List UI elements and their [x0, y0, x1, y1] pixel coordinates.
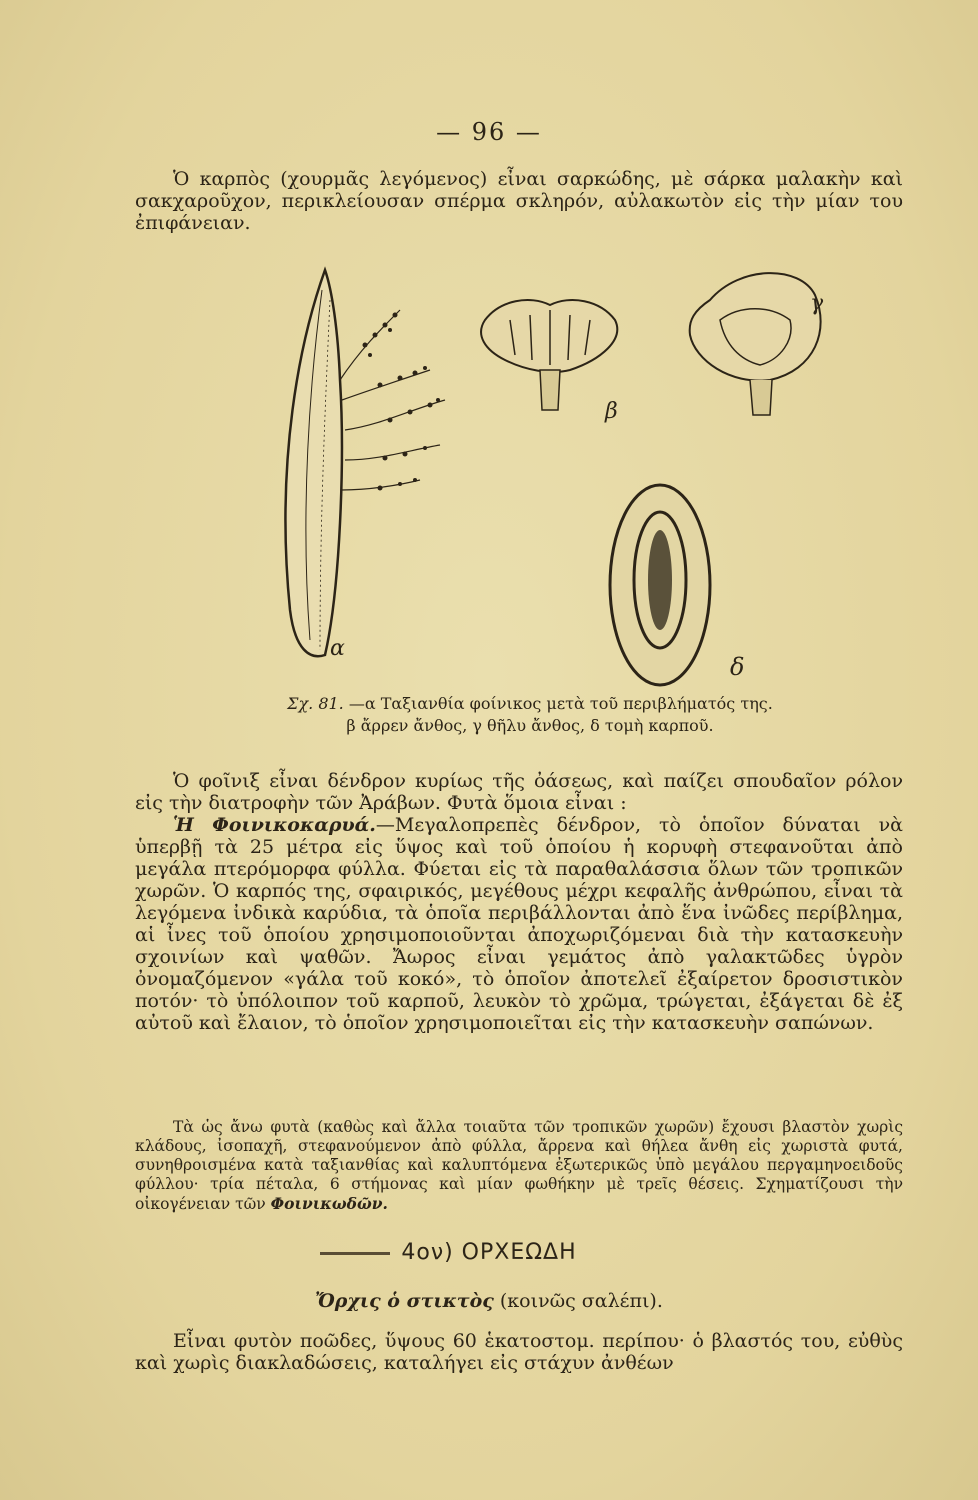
species-term: Ὄρχις ὁ στικτὸς — [315, 1290, 494, 1312]
palm-illustration — [270, 260, 870, 690]
family-text: Τὰ ὡς ἄνω φυτὰ (καθὼς καὶ ἄλλα τοιαῦτα τῶν τροπικῶν χωρῶν) ἔχουσι βλαστὸν χωρὶς κλάδους, ἰσοπαχῆ, στεφανούμενον ἀπὸ φύλλα, ἄρρενα καὶ θήλεα ἄνθη εἰς χωριστὰ φυτά, συνηθροισμένα κατὰ ταξιανθίας καὶ καλυπτόμενα ἐξωτερικῶς ὑπὸ μεγάλου περγαμηνοειδοῦς φύλλου· τρία πέταλα, 6 στήμονας καὶ μίαν φωθήκην μὲ τρεῖς θέσεις. Σχηματίζουσι τὴν οἰκογένειαν τῶν — [135, 1118, 903, 1213]
female-flower-drawing — [690, 273, 824, 415]
label-b: β — [605, 399, 618, 424]
orchis-paragraph — [135, 1330, 903, 1374]
species-common-name: (κοινῶς σαλέπι). — [499, 1290, 663, 1312]
male-flower-drawing — [481, 300, 618, 424]
palm-text: Ὁ φοῖνιξ εἶναι δένδρον κυρίως τῆς ὀάσεως, καὶ παίζει σπουδαῖον ρόλον εἰς τὴν διατροφὴν τῶν Ἀράβων. Φυτὰ ὅμοια εἶναι : — [135, 770, 903, 814]
family-term: Φοινικωδῶν. — [270, 1194, 388, 1213]
coconut-paragraph — [135, 814, 903, 1034]
caption-line-2: β ἄρρεν ἄνθος, γ θῆλυ ἄνθος, δ τομὴ καρποῦ. — [346, 716, 714, 735]
intro-text: Ὁ καρπὸς (χουρμᾶς λεγόμενος) εἶναι σαρκώδης, μὲ σάρκα μαλακὴν καὶ σακχαροῦχον, περικλείουσαν σπέρμα σκληρόν, αὐλακωτὸν εἰς τὴν μίαν του ἐπιφάνειαν. — [135, 168, 903, 234]
inflorescence-drawing — [285, 270, 445, 661]
section-heading: 4ον) ΟΡΧΕΩΔΗ — [401, 1240, 577, 1265]
figure-caption — [220, 693, 840, 737]
species-heading — [0, 1290, 978, 1312]
family-paragraph — [135, 1118, 903, 1214]
coconut-text: —Μεγαλοπρεπὲς δένδρον, τὸ ὁποῖον δύναται νὰ ὑπερβῇ τὰ 25 μέτρα εἰς ὕψος καὶ τοῦ ὁποίου ἡ κορυφὴ στεφανοῦται ἀπὸ μεγάλα πτερόμορφα φύλλα. Φύεται εἰς τὰ παραθαλάσσια ὅλων τῶν τροπικῶν χωρῶν. Ὁ καρπός της, σφαιρικός, μεγέθους μέχρι κεφαλῆς ἀνθρώπου, εἶναι τὰ λεγόμενα ἰνδικὰ καρύδια, τὰ ὁποῖα περιβάλλονται ἀπὸ ἕνα ἰνῶδες περίβλημα, αἱ ἶνες τοῦ ὁποίου χρησιμοποιοῦνται ἀποχωριζόμεναι διὰ τὴν κατασκευὴν σχοινίων καὶ ψαθῶν. Ἄωρος εἶναι γεμάτος ἀπὸ γαλακτῶδες ὑγρὸν ὀνομαζόμενον «γάλα τοῦ κοκό», τὸ ὁποῖον ἀποτελεῖ ἐξαίρετον δροσιστικὸν ποτόν· τὸ ὑπόλοιπον τοῦ καρποῦ, λευκὸν τὸ χρῶμα, τρώγεται, ἐξάγεται δὲ ἐξ αὐτοῦ καὶ ἔλαιον, τὸ ὁποῖον χρησιμοποιεῖται εἰς τὴν κατασκευὴν σαπώνων. — [135, 814, 903, 1034]
intro-paragraph — [135, 168, 903, 234]
fruit-section-drawing — [610, 485, 744, 685]
label-d: δ — [730, 653, 745, 681]
label-g: γ — [810, 291, 824, 316]
label-a: α — [330, 636, 345, 661]
orchis-text: Εἶναι φυτὸν ποῶδες, ὕψους 60 ἑκατοστομ. περίπου· ὁ βλαστός του, εὐθὺς καὶ χωρὶς διακλαδώσεις, καταλήγει εἰς στάχυν ἀνθέων — [135, 1330, 903, 1374]
page-number: — 96 — — [436, 118, 542, 146]
figure-number: Σχ. 81. — [287, 694, 344, 713]
palm-paragraph — [135, 770, 903, 1034]
coconut-term: Ἡ Φοινικοκαρυά. — [173, 814, 376, 836]
caption-line-1: —α Ταξιανθία φοίνικος μετὰ τοῦ περιβλήματός της. — [348, 694, 773, 713]
